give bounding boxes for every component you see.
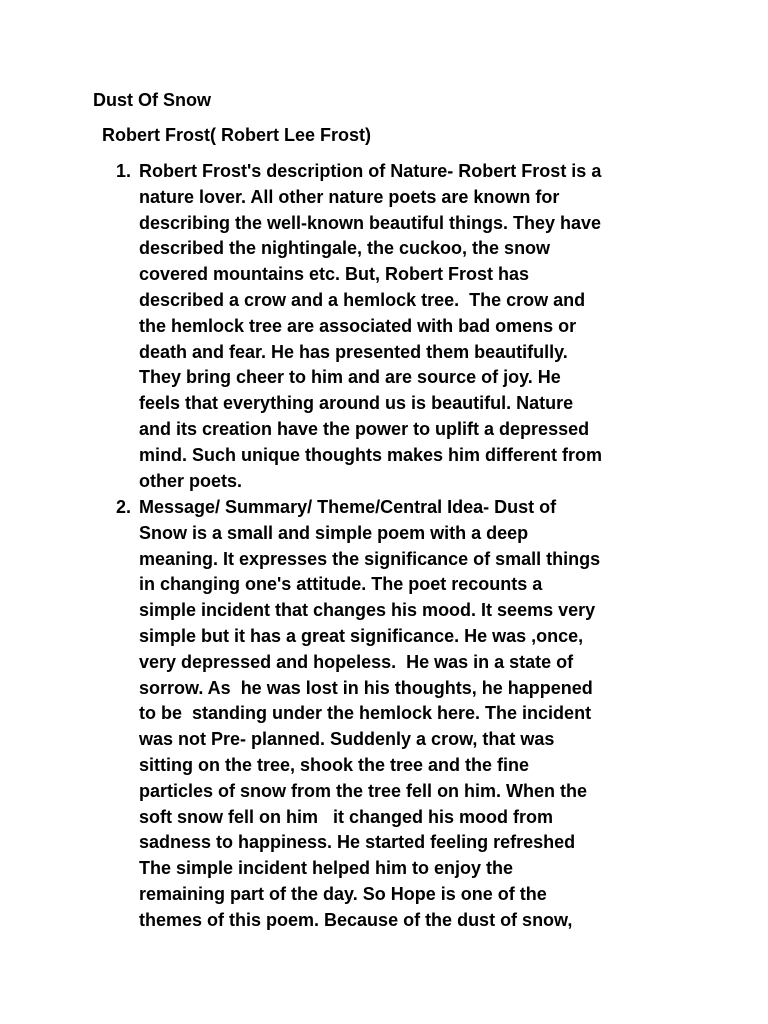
author-line: Robert Frost( Robert Lee Frost) xyxy=(97,125,372,145)
item-line: feels that everything around us is beautiful. Nature xyxy=(139,393,574,414)
item-number: 1. xyxy=(116,161,132,181)
item-line: the hemlock tree are associated with bad omens or xyxy=(139,315,577,336)
item-line: Snow is a small and simple poem with a deep xyxy=(139,522,529,543)
item-line: Robert Frost's description of Nature- Robert Frost is a xyxy=(139,161,602,181)
item-line: in changing one's attitude. The poet recounts a xyxy=(139,574,543,595)
item-line: other poets. xyxy=(139,470,243,491)
item-line: remaining part of the day. So Hope is one of the xyxy=(139,883,547,904)
item-line: simple but it has a great significance. He was ,once, xyxy=(139,625,584,646)
item-line: very depressed and hopeless. He was in a state of xyxy=(139,651,574,672)
item-line: nature lover. All other nature poets are known for xyxy=(139,186,560,207)
item-line: death and fear. He has presented them beautifully. xyxy=(139,341,568,362)
numbered-item-1 xyxy=(116,159,699,494)
item-line: Message/ Summary/ Theme/Central Idea- Dust of xyxy=(139,497,557,517)
item-line: describing the well-known beautiful things. They have xyxy=(139,212,602,233)
item-line: The simple incident helped him to enjoy the xyxy=(139,858,514,879)
item-line: to be standing under the hemlock here. The incident xyxy=(139,703,592,724)
item-line: They bring cheer to him and are source of joy. He xyxy=(139,367,561,388)
item-line: simple incident that changes his mood. It seems very xyxy=(139,600,596,621)
item-line: was not Pre- planned. Suddenly a crow, that was xyxy=(139,729,555,750)
item-line: covered mountains etc. But, Robert Frost has xyxy=(139,264,530,285)
document-title: Dust Of Snow xyxy=(93,90,211,110)
item-line: soft snow fell on him it changed his mood from xyxy=(139,806,554,827)
item-line: sorrow. As he was lost in his thoughts, he happened xyxy=(139,677,593,698)
item-line: sitting on the tree, shook the tree and the fine xyxy=(139,754,530,775)
item-line: and its creation have the power to uplift a depressed xyxy=(139,418,590,439)
item-number: 2. xyxy=(116,497,132,517)
numbered-item-2 xyxy=(116,495,699,934)
item-line: themes of this poem. Because of the dust of snow, xyxy=(139,909,573,930)
item-line: meaning. It expresses the significance of small things xyxy=(139,548,601,569)
item-line: described a crow and a hemlock tree. The crow and xyxy=(139,289,586,310)
item-line: mind. Such unique thoughts makes him different from xyxy=(139,444,603,465)
item-line: particles of snow from the tree fell on him. When the xyxy=(139,780,588,801)
item-line: sadness to happiness. He started feeling refreshed xyxy=(139,832,576,853)
item-line: described the nightingale, the cuckoo, the snow xyxy=(139,238,551,259)
